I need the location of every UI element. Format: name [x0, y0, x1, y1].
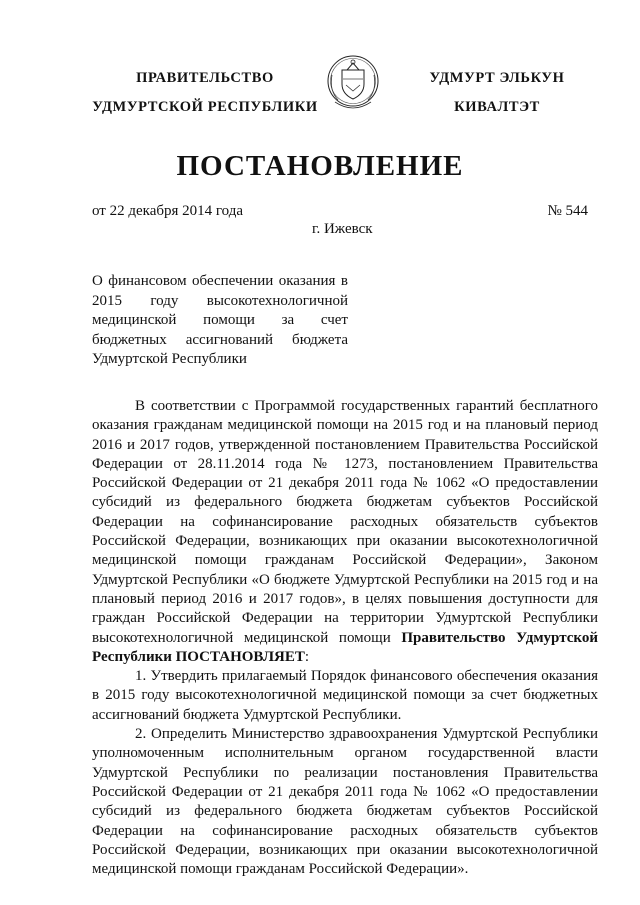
- preamble-end: :: [304, 648, 310, 665]
- document-subject: О финансовом обеспечении оказания в 2015 году высокотехнологичной медицинской помощи за счет бюджетных ассигнований бюджета Удмуртской Республики: [92, 273, 348, 367]
- document-city: г. Ижевск: [312, 221, 373, 237]
- header-right-line1: УДМУРТ ЭЛЬКУН: [429, 70, 565, 86]
- header-left: [80, 64, 330, 122]
- header-right-line2: КИВАЛТЭТ: [454, 99, 540, 115]
- document-date: от 22 декабря 2014 года: [92, 203, 244, 219]
- preamble-text: В соответствии с Программой государственных гарантий бесплатного оказания гражданам медицинской помощи на 2015 год и на плановый период 2016 и 2017 годов, утвержденной постановлением Правительства Российской Федерации от 28.11.2014 года № 1273, постановлением Правительства Российской Федерации от 21 декабря 2011 года № 1062 «О предоставлении субсидий из федерального бюджета бюджетам субъектов Российской Федерации на софинансирование расходных обязательств субъектов Российской Федерации, возникающих при оказании высокотехнологичной медицинской помощи гражданам Российской Федерации», Законом Удмуртской Республики «О бюджете Удмуртской Республики на 2015 год и на плановый период 2016 и 2017 годов», в целях повышения доступности для граждан Российской Федерации на территории Удмуртской Республики высокотехнологичной медицинской помощи: [92, 398, 598, 646]
- document-number: № 544: [547, 203, 588, 219]
- paragraph-item-1: 1. Утвердить прилагаемый Порядок финансового обеспечения оказания в 2015 году высокотехнологичной медицинской помощи за счет бюджетных ассигнований бюджета Удмуртской Республики.: [92, 668, 598, 723]
- header-left-line2: УДМУРТСКОЙ РЕСПУБЛИКИ: [92, 99, 318, 115]
- header-right: [392, 64, 602, 122]
- preamble-bold: Правительство Удмуртской Республики ПОСТАНОВЛЯЕТ: [92, 629, 598, 665]
- paragraph-preamble: [92, 397, 598, 667]
- header-left-line1: ПРАВИТЕЛЬСТВО: [136, 70, 274, 86]
- document-title: ПОСТАНОВЛЕНИЕ: [176, 150, 464, 182]
- paragraph-item-2: 2. Определить Министерство здравоохранения Удмуртской Республики уполномоченным исполнительным органом государственной власти Удмуртской Республики по реализации постановления Правительства Российской Федерации от 21 декабря 2011 года № 1062 «О предоставлении субсидий из федерального бюджета бюджетам субъектов Российской Федерации на софинансирование расходных обязательств субъектов Российской Федерации, возникающих при оказании высокотехнологичной медицинской помощи гражданам Российской Федерации».: [92, 726, 598, 878]
- emblem-icon: [326, 50, 380, 116]
- document-body: [92, 397, 598, 879]
